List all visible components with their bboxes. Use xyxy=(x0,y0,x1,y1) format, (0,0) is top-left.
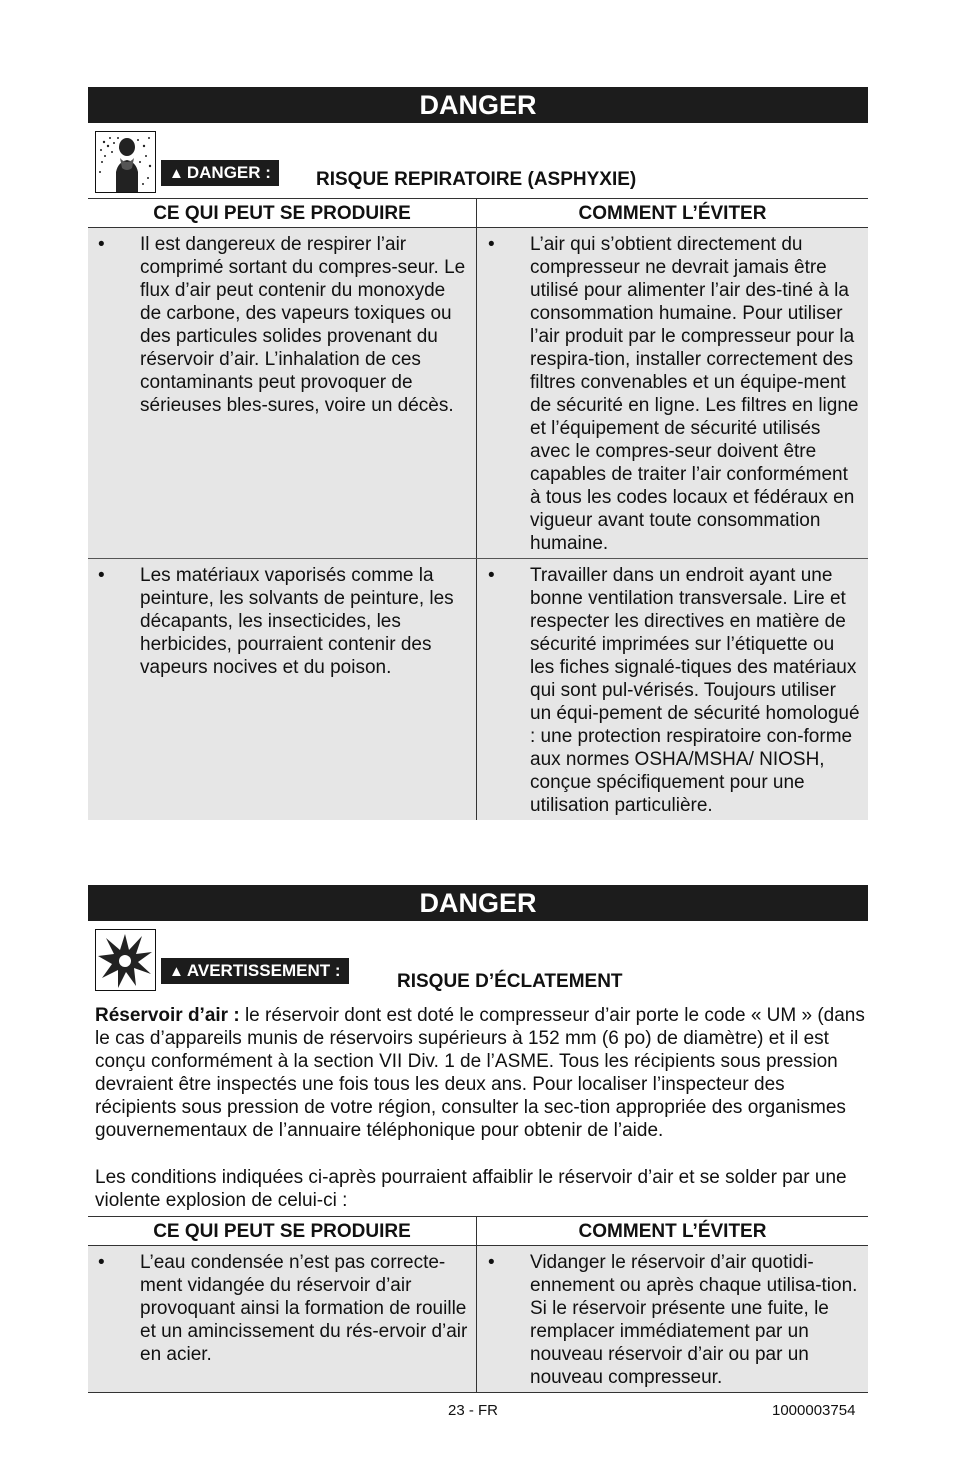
hazard-text: Les matériaux vaporisés comme la peinture, les solvants de peinture, les décapants, les insecticides, les herbicides, pourraient contenir des vapeurs nocives et du poison. xyxy=(140,565,454,678)
danger-banner-2: DANGER xyxy=(88,885,868,921)
bullet: • xyxy=(488,234,495,255)
table-row xyxy=(88,228,868,559)
bullet: • xyxy=(98,1252,105,1273)
hazard-table-1 xyxy=(88,198,868,820)
col-header-what-happens: CE QUI PEUT SE PRODUIRE xyxy=(88,199,477,228)
table-row xyxy=(88,559,868,821)
col-header-what-happens: CE QUI PEUT SE PRODUIRE xyxy=(88,1217,477,1246)
hazard-table-2 xyxy=(88,1216,868,1393)
hazard-title-2: RISQUE D’ÉCLATEMENT xyxy=(397,971,623,992)
col-header-how-to-prevent: COMMENT L’ÉVITER xyxy=(477,1217,869,1246)
tank-label: Réservoir d’air : xyxy=(95,1005,240,1026)
explosion-hazard-icon xyxy=(95,929,156,991)
bullet: • xyxy=(488,565,495,586)
bullet: • xyxy=(488,1252,495,1273)
warning-triangle-icon: ▲ xyxy=(169,165,184,182)
respiratory-hazard-icon xyxy=(95,131,156,193)
table-row xyxy=(88,1246,868,1393)
danger-banner-1: DANGER xyxy=(88,87,868,123)
hazard-title-1: RISQUE REPIRATOIRE (ASPHYXIE) xyxy=(316,169,637,190)
hazard-text: L’eau condensée n’est pas correcte-ment vidangée du réservoir d’air provoquant ainsi la formation de rouille et un amincissement du rés-ervoir d’air en acier. xyxy=(140,1252,468,1365)
page-number: 23 - FR xyxy=(448,1402,499,1419)
warning-triangle-icon: ▲ xyxy=(169,963,184,980)
bullet: • xyxy=(98,565,105,586)
col-header-how-to-prevent: COMMENT L’ÉVITER xyxy=(477,199,869,228)
danger-signal-label: ▲ DANGER : xyxy=(161,160,279,186)
tank-description-paragraph: Réservoir d’air : le réservoir dont est doté le compresseur d’air porte le code « UM » (dans le cas d’appareils munis de réservoirs supérieurs à 152 mm (6 po) de diamètre) et il est conçu conformément à la section VII Div. 1 de l’ASME. Tous les récipients sous pression devraient être inspectés une fois tous les deux ans. Pour localiser l’inspecteur des récipients sous pression de votre région, consulter la sec-tion appropriée des organismes gouvernementaux de l’annuaire téléphonique pour obtenir de l’aide. xyxy=(95,1005,865,1141)
prevention-text: L’air qui s’obtient directement du compresseur ne devrait jamais être utilisé pour alimenter l’air des-tiné à la consommation humaine. Pour utiliser l’air produit par le compresseur pour la respira-tion, installer correctement des filtres convenables et un équipe-ment de sécurité en ligne. Les filtres en ligne et l’équipement de sécurité utilisés avec le compres-seur doivent être capables de traiter l’air conformément à tous les codes locaux et fédéraux en vigueur avant toute consommation humaine. xyxy=(530,234,859,554)
hazard-text: Il est dangereux de respirer l’air comprimé sortant du compres-seur. Le flux d’air peut contenir du monoxyde de carbone, des vapeurs toxiques ou des particules solides provenant du réservoir d’air. L’inhalation de ces contaminants peut provoquer de sérieuses bles-sures, voire un décès. xyxy=(140,234,466,416)
prevention-text: Vidanger le réservoir d’air quotidi-ennement ou après chaque utilisa-tion. Si le réservoir présente une fuite, le remplacer immédiatement par un nouveau réservoir d’air ou par un nouveau compresseur. xyxy=(530,1252,858,1388)
warning-signal-label: ▲ AVERTISSEMENT : xyxy=(161,958,349,984)
conditions-intro-paragraph: Les conditions indiquées ci-après pourraient affaiblir le réservoir d’air et se solder par une violente explosion de celui-ci : xyxy=(95,1167,847,1211)
prevention-text: Travailler dans un endroit ayant une bonne ventilation transversale. Lire et respecter les directives en matière de sécurité imprimées sur l’étiquette ou les fiches signalé-tiques des matériaux qui sont pul-vérisés. Toujours utiliser un équi-pement de sécurité homologué : une protection respiratoire con-forme aux normes OSHA/MSHA/ NIOSH, conçue spécifiquement pour une utilisation particulière. xyxy=(530,565,860,816)
document-number: 1000003754 xyxy=(772,1402,856,1419)
bullet: • xyxy=(98,234,105,255)
